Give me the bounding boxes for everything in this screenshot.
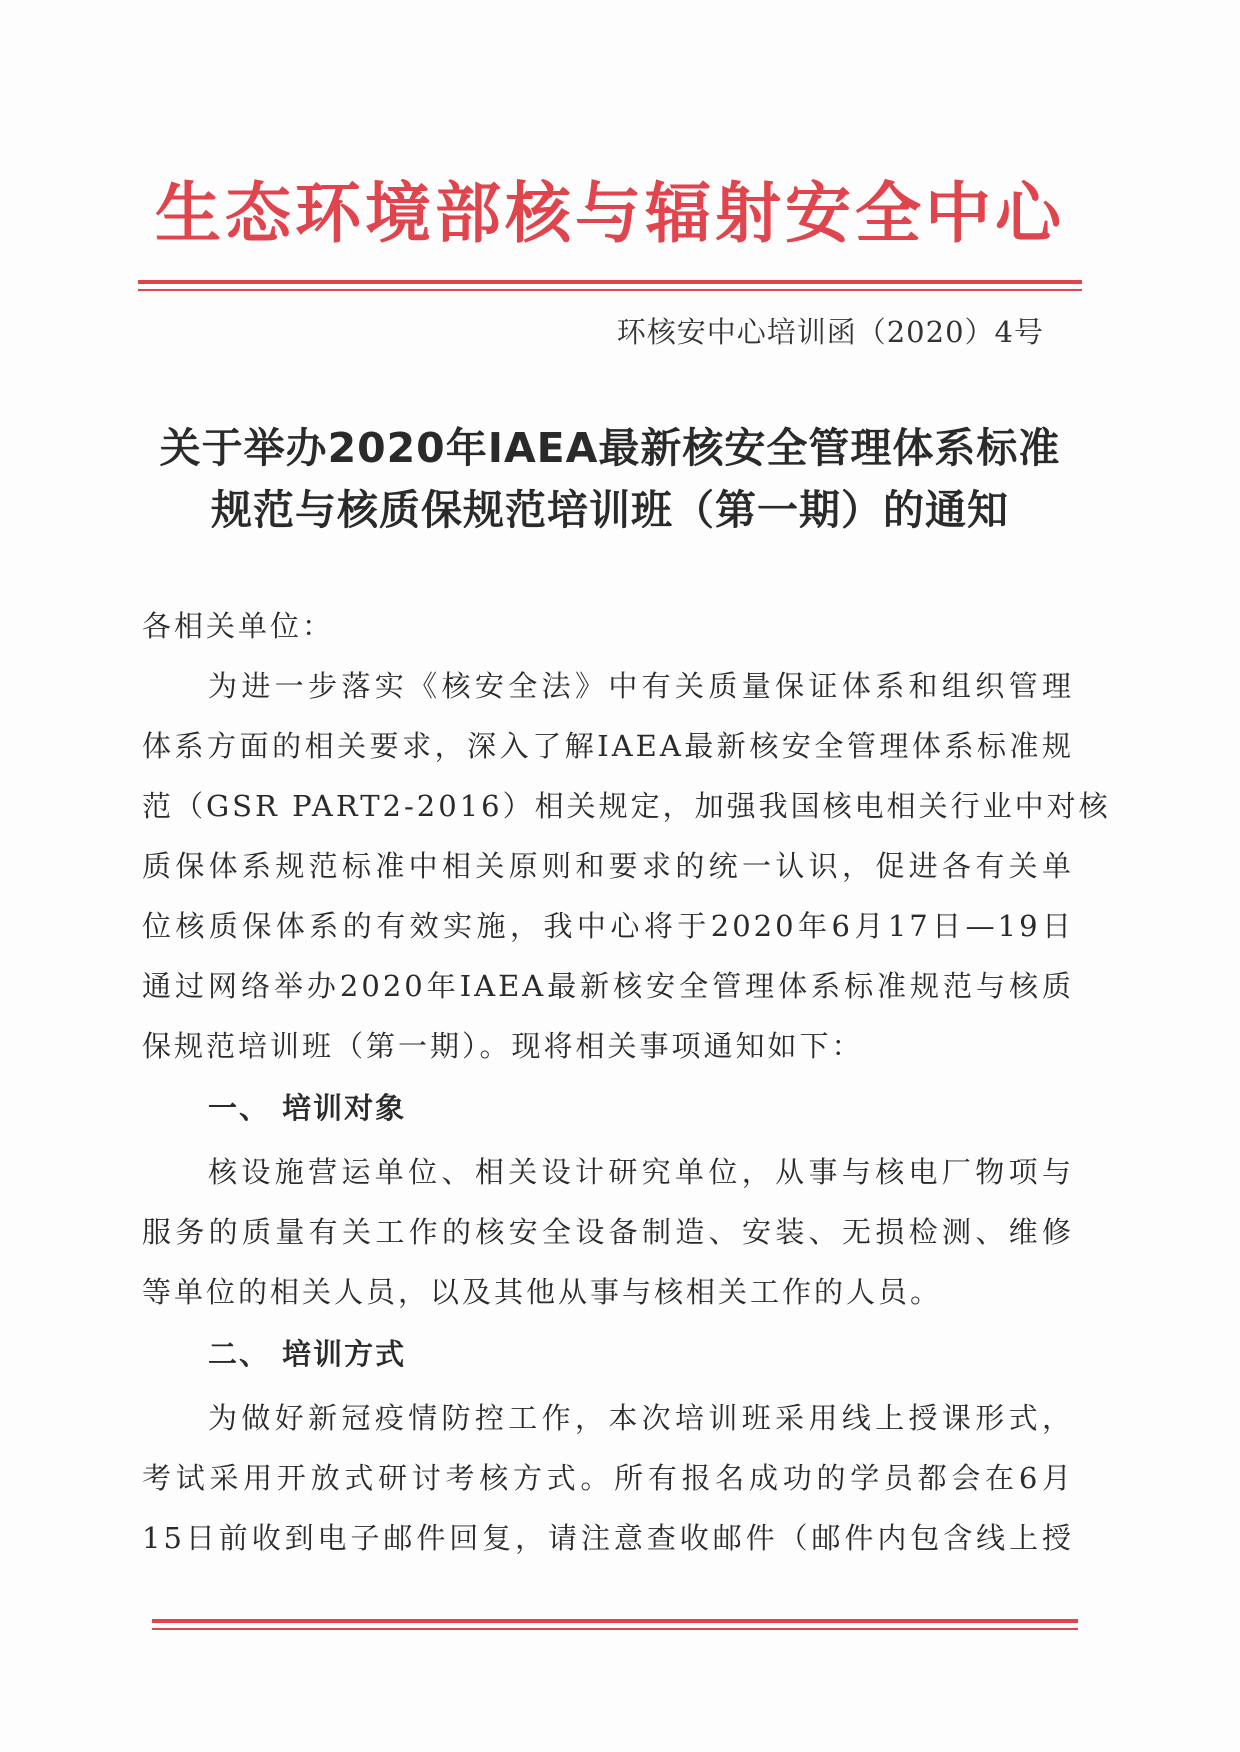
section-2-line-3: 15日前收到电子邮件回复，请注意查收邮件（邮件内包含线上授 [142,1521,1074,1555]
section-2-line-2: 考试采用开放式研讨考核方式。所有报名成功的学员都会在6月 [142,1461,1074,1495]
header-rule-thick [138,280,1082,284]
section-1-line-3: 等单位的相关人员，以及其他从事与核相关工作的人员。 [142,1275,943,1309]
header-rule-thin [138,289,1082,291]
intro-line-3: 范（GSR PART2-2016）相关规定，加强我国核电相关行业中对核 [142,789,1111,823]
section-1-line-1: 核设施营运单位、相关设计研究单位，从事与核电厂物项与 [208,1155,1074,1189]
footer-rule-thin [152,1628,1078,1630]
salutation: 各相关单位： [142,609,335,643]
section-1-heading: 一、 培训对象 [208,1091,407,1125]
section-2-heading: 二、 培训方式 [208,1337,407,1371]
document-number: 环核安中心培训函（2020）4号 [616,315,1044,349]
intro-line-2: 体系方面的相关要求，深入了解IAEA最新核安全管理体系标准规 [142,729,1074,763]
intro-line-5: 位核质保体系的有效实施，我中心将于2020年6月17日—19日 [142,909,1074,943]
intro-line-6: 通过网络举办2020年IAEA最新核安全管理体系标准规范与核质 [142,969,1074,1003]
intro-line-4: 质保体系规范标准中相关原则和要求的统一认识，促进各有关单 [142,849,1074,883]
intro-line-1: 为进一步落实《核安全法》中有关质量保证体系和组织管理 [208,669,1074,703]
document-title-line-2: 规范与核质保规范培训班（第一期）的通知 [211,486,1009,534]
document-title-line-1: 关于举办2020年IAEA最新核安全管理体系标准 [159,424,1061,472]
intro-line-7: 保规范培训班（第一期）。现将相关事项通知如下： [142,1029,864,1063]
section-1-line-2: 服务的质量有关工作的核安全设备制造、安装、无损检测、维修 [142,1215,1074,1249]
footer-rule-thick [152,1619,1078,1623]
section-2-line-1: 为做好新冠疫情防控工作，本次培训班采用线上授课形式， [208,1401,1074,1435]
organization-header: 生态环境部核与辐射安全中心 [155,175,1065,252]
